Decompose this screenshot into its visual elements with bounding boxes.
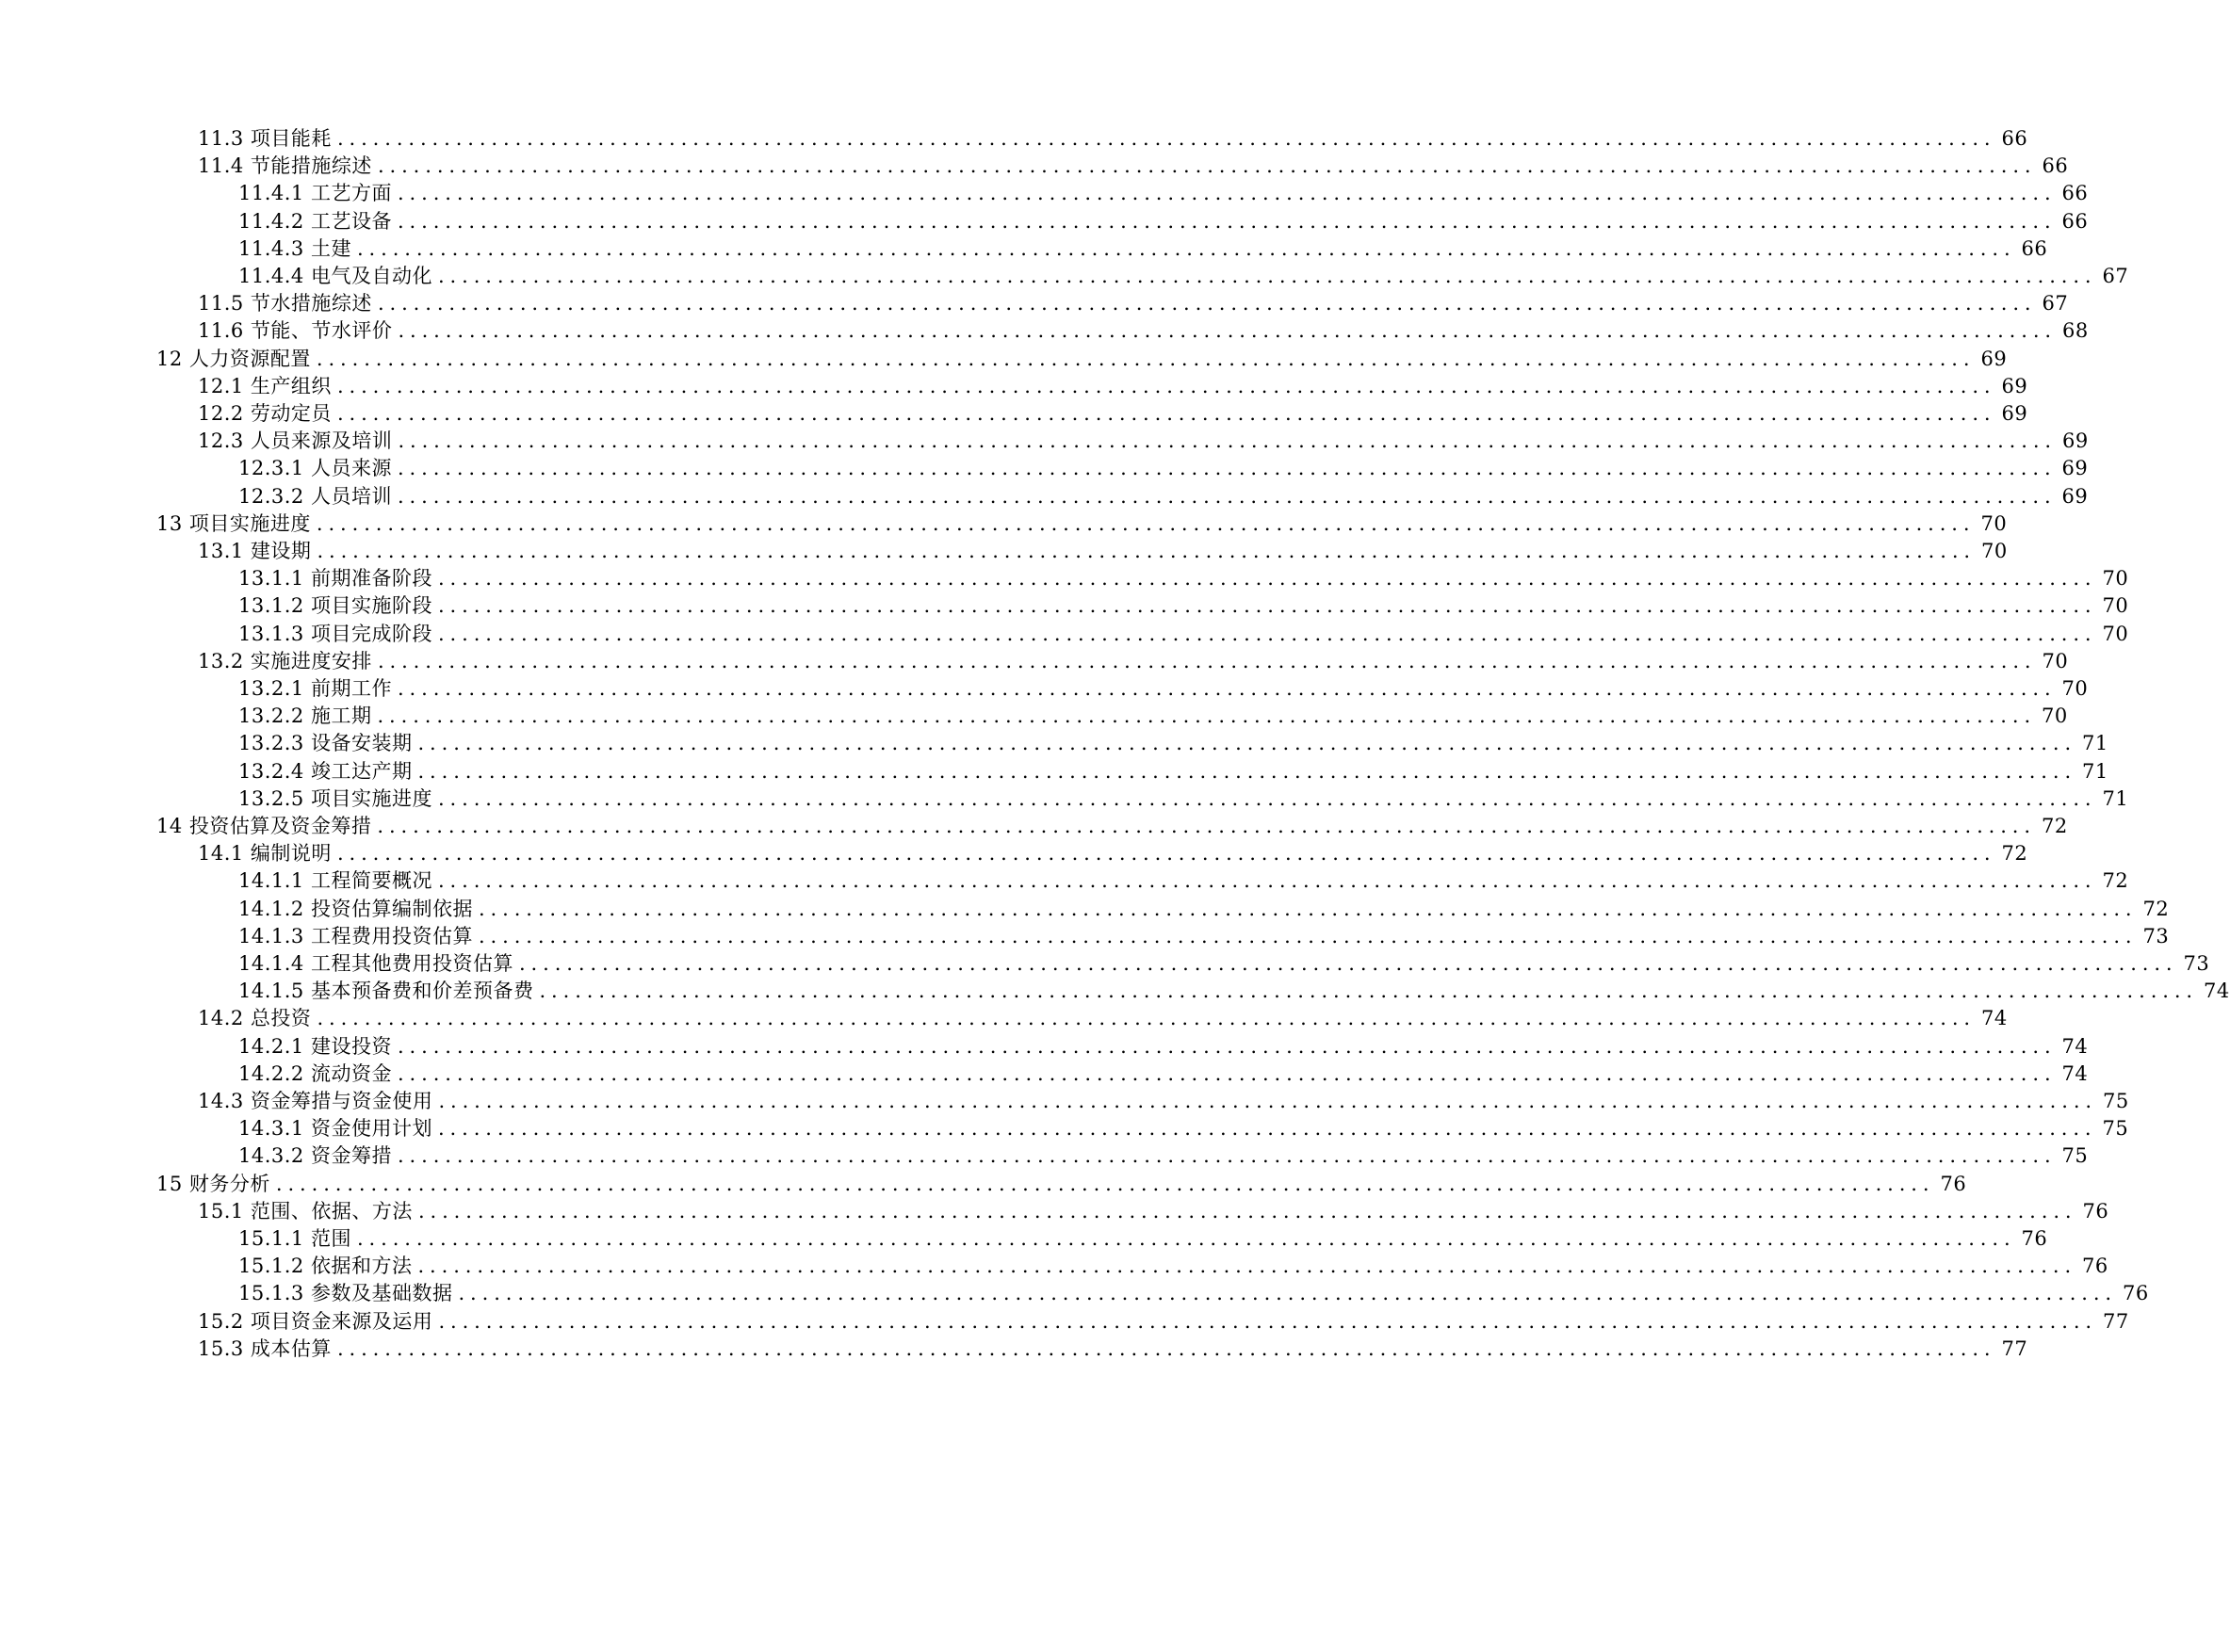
toc-entry-title: 14.1.5 基本预备费和价差预备费: [238, 980, 534, 1003]
toc-entry-title: 12 人力资源配置: [156, 347, 311, 370]
toc-entry[interactable]: [238, 945, 2210, 975]
dot-leader: ............................................................................................................................................: [437, 1117, 2097, 1141]
toc-entry-page-number: 74: [2061, 1034, 2089, 1058]
dot-leader: ............................................................................................................................................: [437, 786, 2097, 810]
toc-entry[interactable]: [238, 1028, 2089, 1058]
toc-entry[interactable]: [238, 917, 2170, 947]
toc-entry-page-number: 69: [2061, 457, 2089, 480]
toc-entry[interactable]: [238, 230, 2048, 260]
toc-entry[interactable]: [238, 972, 2230, 1003]
toc-entry-title: 15.1 范围、依据、方法: [198, 1199, 413, 1223]
toc-entry[interactable]: [238, 1274, 2149, 1305]
toc-entry-page-number: 66: [2061, 182, 2089, 205]
dot-leader: ............................................................................................................................................: [518, 952, 2178, 975]
dot-leader: ............................................................................................................................................: [417, 1255, 2077, 1278]
toc-entry[interactable]: [238, 1220, 2048, 1250]
dot-leader: ............................................................................................................................................: [336, 127, 1996, 150]
toc-entry[interactable]: [198, 834, 2028, 866]
toc-entry-page-number: 77: [2001, 1336, 2028, 1360]
dot-leader: ............................................................................................................................................: [377, 815, 2036, 837]
dot-leader: ............................................................................................................................................: [478, 897, 2138, 920]
toc-entry-title: 14.2.2 流动资金: [238, 1061, 392, 1085]
toc-entry[interactable]: [198, 1330, 2028, 1360]
toc-entry-page-number: 70: [2102, 594, 2129, 618]
toc-entry-title: 15.1.2 依据和方法: [238, 1255, 413, 1278]
toc-entry-page-number: 74: [2204, 980, 2230, 1003]
toc-entry-page-number: 77: [2102, 1309, 2129, 1333]
toc-entry[interactable]: [198, 367, 2028, 397]
toc-entry-title: 13.2.1 前期工作: [238, 677, 392, 700]
toc-entry[interactable]: [198, 395, 2028, 425]
toc-entry[interactable]: [238, 1055, 2089, 1085]
toc-entry[interactable]: [238, 615, 2129, 645]
toc-entry[interactable]: [238, 724, 2108, 755]
toc-entry[interactable]: [198, 1303, 2129, 1333]
toc-entry-page-number: 76: [2123, 1282, 2149, 1305]
toc-entry[interactable]: [238, 780, 2129, 810]
toc-entry-page-number: 72: [2001, 842, 2028, 866]
toc-entry[interactable]: [198, 147, 2069, 178]
dot-leader: ............................................................................................................................................: [438, 1090, 2097, 1112]
toc-entry[interactable]: [238, 587, 2129, 618]
toc-entry-title: 13.2.5 项目实施进度: [238, 786, 432, 810]
dot-leader: ............................................................................................................................................: [336, 842, 1996, 866]
toc-entry[interactable]: [238, 890, 2170, 920]
toc-entry-page-number: 70: [1980, 540, 2008, 562]
toc-entry-page-number: 70: [2042, 705, 2068, 728]
toc-entry-title: 11.4.1 工艺方面: [238, 182, 392, 205]
toc-entry[interactable]: [198, 312, 2089, 343]
dot-leader: ............................................................................................................................................: [417, 1199, 2077, 1223]
toc-entry[interactable]: [238, 478, 2089, 508]
dot-leader: ............................................................................................................................................: [417, 732, 2077, 755]
toc-entry-page-number: 66: [2021, 236, 2048, 260]
toc-entry-title: 12.1 生产组织: [198, 374, 332, 397]
toc-entry-title: 15.2 项目资金来源及运用: [198, 1309, 433, 1333]
toc-entry-title: 13.1.3 项目完成阶段: [238, 622, 432, 645]
toc-entry-title: 12.3.1 人员来源: [238, 457, 392, 480]
toc-entry[interactable]: [198, 120, 2028, 150]
dot-leader: ............................................................................................................................................: [356, 236, 2016, 260]
dot-leader: ............................................................................................................................................: [438, 1309, 2097, 1333]
dot-leader: ............................................................................................................................................: [397, 209, 2057, 233]
dot-leader: ............................................................................................................................................: [377, 154, 2037, 178]
toc-entry[interactable]: [198, 532, 2008, 562]
toc-entry[interactable]: [238, 1109, 2129, 1141]
toc-entry[interactable]: [238, 1137, 2089, 1168]
toc-entry-page-number: 73: [2183, 952, 2210, 975]
toc-entry-page-number: 76: [2021, 1227, 2048, 1250]
toc-entry[interactable]: [156, 807, 2068, 837]
toc-entry-page-number: 72: [2142, 897, 2170, 920]
toc-entry-title: 13.1.2 项目实施阶段: [238, 594, 432, 618]
dot-leader: ............................................................................................................................................: [437, 265, 2097, 287]
dot-leader: ............................................................................................................................................: [437, 869, 2097, 893]
toc-entry[interactable]: [238, 697, 2068, 728]
toc-entry-title: 12.3 人员来源及培训: [198, 429, 393, 453]
dot-leader: ............................................................................................................................................: [397, 484, 2057, 508]
dot-leader: ............................................................................................................................................: [316, 347, 1976, 370]
dot-leader: ............................................................................................................................................: [437, 622, 2097, 645]
dot-leader: ............................................................................................................................................: [398, 429, 2057, 453]
toc-entry-page-number: 67: [2102, 265, 2129, 287]
toc-entry-title: 14 投资估算及资金筹措: [156, 815, 372, 837]
dot-leader: ............................................................................................................................................: [458, 1282, 2118, 1305]
dot-leader: ............................................................................................................................................: [356, 1227, 2016, 1250]
toc-entry-page-number: 70: [2102, 567, 2129, 591]
toc-entry-page-number: 76: [2082, 1255, 2108, 1278]
toc-entry-title: 15.1.3 参数及基础数据: [238, 1282, 453, 1305]
toc-entry-page-number: 76: [1940, 1172, 1967, 1195]
toc-entry-title: 12.2 劳动定员: [198, 402, 332, 425]
toc-entry[interactable]: [156, 1165, 1967, 1195]
toc-entry-title: 11.4.3 土建: [238, 236, 351, 260]
toc-entry-title: 12.3.2 人员培训: [238, 484, 392, 508]
toc-entry-page-number: 75: [2102, 1090, 2129, 1112]
toc-entry-title: 15.1.1 范围: [238, 1227, 351, 1250]
toc-entry-title: 14.1.2 投资估算编制依据: [238, 897, 473, 920]
toc-entry-title: 14.1.3 工程费用投资估算: [238, 924, 473, 947]
toc-entry-title: 13.1.1 前期准备阶段: [238, 567, 432, 591]
dot-leader: ............................................................................................................................................: [377, 292, 2037, 316]
dot-leader: ............................................................................................................................................: [397, 1061, 2057, 1085]
toc-entry-page-number: 70: [1980, 511, 2008, 535]
toc-entry[interactable]: [238, 753, 2108, 783]
toc-entry-title: 14.3.1 资金使用计划: [238, 1117, 432, 1141]
toc-entry-page-number: 74: [1980, 1007, 2008, 1030]
toc-entry-page-number: 74: [2061, 1061, 2089, 1085]
toc-entry-title: 14.2 总投资: [198, 1007, 312, 1030]
dot-leader: ............................................................................................................................................: [336, 402, 1996, 425]
toc-entry-page-number: 76: [2082, 1199, 2109, 1223]
toc-entry-title: 13.2.2 施工期: [238, 705, 372, 728]
dot-leader: ............................................................................................................................................: [397, 1144, 2057, 1168]
toc-entry-title: 14.3 资金筹措与资金使用: [198, 1090, 433, 1112]
dot-leader: ............................................................................................................................................: [397, 182, 2057, 205]
dot-leader: ............................................................................................................................................: [478, 924, 2138, 947]
toc-entry-page-number: 69: [1980, 347, 2008, 370]
toc-entry-page-number: 69: [2001, 402, 2028, 425]
toc-entry-page-number: 69: [2061, 429, 2089, 453]
toc-entry-title: 11.4.4 电气及自动化: [238, 265, 432, 287]
toc-entry-title: 11.4.2 工艺设备: [238, 209, 392, 233]
dot-leader: ............................................................................................................................................: [397, 457, 2057, 480]
toc-entry-title: 11.3 项目能耗: [198, 127, 332, 150]
toc-entry-page-number: 72: [2102, 869, 2129, 893]
dot-leader: ............................................................................................................................................: [417, 759, 2077, 783]
toc-entry-page-number: 75: [2102, 1117, 2129, 1141]
toc-entry[interactable]: [198, 284, 2069, 316]
toc-entry[interactable]: [238, 174, 2089, 205]
toc-entry-page-number: 67: [2042, 292, 2069, 316]
toc-entry-title: 14.2.1 建设投资: [238, 1034, 392, 1058]
toc-entry-page-number: 66: [2001, 127, 2028, 150]
dot-leader: ............................................................................................................................................: [397, 1034, 2057, 1058]
dot-leader: ............................................................................................................................................: [336, 1336, 1996, 1360]
dot-leader: ............................................................................................................................................: [316, 511, 1976, 535]
toc-entry[interactable]: [238, 559, 2129, 591]
toc-entry-title: 13.2.3 设备安装期: [238, 732, 413, 755]
toc-entry[interactable]: [198, 999, 2008, 1030]
toc-entry[interactable]: [198, 1192, 2109, 1223]
dot-leader: ............................................................................................................................................: [317, 540, 1976, 562]
toc-entry-page-number: 71: [2102, 786, 2129, 810]
toc-entry[interactable]: [238, 670, 2089, 700]
dot-leader: ............................................................................................................................................: [275, 1172, 1935, 1195]
toc-entry-title: 15 财务分析: [156, 1172, 270, 1195]
toc-entry[interactable]: [156, 340, 2008, 370]
toc-entry-title: 13 项目实施进度: [156, 511, 311, 535]
dot-leader: ............................................................................................................................................: [437, 594, 2097, 618]
toc-entry-page-number: 75: [2061, 1144, 2089, 1168]
toc-entry-page-number: 69: [2061, 484, 2089, 508]
toc-entry-page-number: 73: [2142, 924, 2170, 947]
toc-entry-page-number: 70: [2061, 677, 2089, 700]
toc-entry-page-number: 66: [2042, 154, 2069, 178]
toc-entry-title: 13.2.4 竣工达产期: [238, 759, 413, 783]
toc-entry-title: 13.2 实施进度安排: [198, 649, 372, 672]
dot-leader: ............................................................................................................................................: [336, 374, 1996, 397]
dot-leader: ............................................................................................................................................: [539, 980, 2199, 1003]
toc-entry-title: 11.4 节能措施综述: [198, 154, 372, 178]
toc-entry-title: 15.3 成本估算: [198, 1336, 332, 1360]
toc-entry-title: 11.5 节水措施综述: [198, 292, 372, 316]
toc-entry-title: 14.1.4 工程其他费用投资估算: [238, 952, 513, 975]
dot-leader: ............................................................................................................................................: [377, 649, 2037, 672]
toc-entry-page-number: 71: [2082, 759, 2108, 783]
toc-entry[interactable]: [238, 862, 2129, 893]
toc-entry[interactable]: [238, 202, 2089, 233]
toc-entry[interactable]: [238, 257, 2129, 287]
toc-entry-page-number: 68: [2061, 319, 2089, 343]
toc-entry-title: 14.1.1 工程简要概况: [238, 869, 432, 893]
toc-entry[interactable]: [198, 422, 2089, 453]
toc-entry-title: 13.1 建设期: [198, 540, 312, 562]
toc-entry-page-number: 70: [2042, 649, 2069, 672]
toc-entry[interactable]: [198, 642, 2069, 672]
dot-leader: ............................................................................................................................................: [317, 1007, 1976, 1030]
toc-entry[interactable]: [198, 1082, 2129, 1112]
toc-entry-title: 14.1 编制说明: [198, 842, 332, 866]
toc-entry-page-number: 69: [2001, 374, 2028, 397]
toc-entry[interactable]: [238, 1247, 2108, 1278]
toc-entry-page-number: 70: [2102, 622, 2129, 645]
toc-entry-title: 14.3.2 资金筹措: [238, 1144, 392, 1168]
dot-leader: ............................................................................................................................................: [398, 319, 2057, 343]
toc-entry[interactable]: [156, 505, 2008, 535]
toc-entry[interactable]: [238, 449, 2089, 480]
dot-leader: ............................................................................................................................................: [437, 567, 2097, 591]
toc-entry-page-number: 72: [2041, 815, 2068, 837]
toc-entry-title: 11.6 节能、节水评价: [198, 319, 393, 343]
dot-leader: ............................................................................................................................................: [397, 677, 2057, 700]
dot-leader: ............................................................................................................................................: [377, 705, 2037, 728]
toc-entry-page-number: 66: [2061, 209, 2089, 233]
toc-entry-page-number: 71: [2082, 732, 2108, 755]
